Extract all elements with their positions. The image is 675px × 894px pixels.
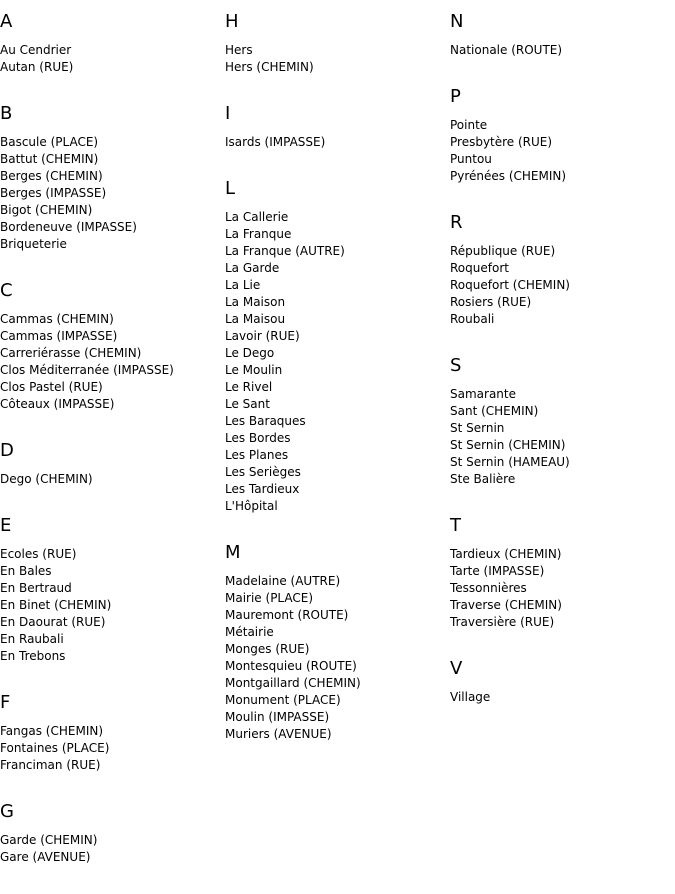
letter-section (0, 104, 220, 253)
letter-heading: E (0, 515, 12, 536)
street-link[interactable]: Cammas (CHEMIN) (0, 312, 114, 326)
letter-heading: H (225, 11, 239, 32)
letter-section (225, 104, 445, 151)
letter-heading: A (0, 11, 13, 32)
street-link[interactable]: Montesquieu (ROUTE) (225, 659, 357, 673)
street-link[interactable]: Clos Pastel (RUE) (0, 380, 103, 394)
street-list (0, 723, 220, 774)
letter-heading: T (450, 515, 461, 536)
letter-section (450, 659, 670, 706)
letter-heading: I (225, 103, 231, 124)
letter-heading: S (450, 355, 462, 376)
letter-heading: M (225, 542, 241, 563)
street-link[interactable]: Les Tardieux (225, 482, 300, 496)
street-link[interactable]: Tardieux (CHEMIN) (450, 547, 562, 561)
letter-heading: L (225, 178, 236, 199)
street-link[interactable]: La Maisou (225, 312, 286, 326)
letter-heading: C (0, 280, 13, 301)
letter-heading: F (0, 692, 11, 713)
street-link[interactable]: Battut (CHEMIN) (0, 152, 99, 166)
street-link[interactable]: Franciman (RUE) (0, 758, 101, 772)
street-link[interactable]: La Lie (225, 278, 261, 292)
street-link[interactable]: Pointe (450, 118, 488, 132)
street-list (225, 209, 445, 515)
letter-heading: R (450, 212, 463, 233)
street-link[interactable]: En Binet (CHEMIN) (0, 598, 112, 612)
street-link[interactable]: Fangas (CHEMIN) (0, 724, 104, 738)
street-list (450, 42, 670, 59)
street-link[interactable]: Les Baraques (225, 414, 306, 428)
street-link[interactable]: La Garde (225, 261, 280, 275)
street-link[interactable]: Roquefort (CHEMIN) (450, 278, 570, 292)
letter-section (225, 543, 445, 743)
street-index-column-2 (225, 12, 445, 771)
street-link[interactable]: Monument (PLACE) (225, 693, 341, 707)
letter-section (450, 213, 670, 328)
street-link[interactable]: Roubali (450, 312, 495, 326)
street-link[interactable]: En Daourat (RUE) (0, 615, 106, 629)
street-link[interactable]: St Sernin (CHEMIN) (450, 438, 566, 452)
letter-section (0, 281, 220, 413)
street-link[interactable]: St Sernin (HAMEAU) (450, 455, 570, 469)
street-link[interactable]: Puntou (450, 152, 492, 166)
street-link[interactable]: Bascule (PLACE) (0, 135, 99, 149)
street-link[interactable]: Pyrénées (CHEMIN) (450, 169, 567, 183)
street-link[interactable]: Bordeneuve (IMPASSE) (0, 220, 137, 234)
street-index-column-1 (0, 12, 220, 894)
letter-section (225, 179, 445, 515)
street-link[interactable]: Garde (CHEMIN) (0, 833, 98, 847)
street-list (0, 832, 220, 866)
street-list (0, 311, 220, 413)
street-link[interactable]: Monges (RUE) (225, 642, 310, 656)
street-link[interactable]: Autan (RUE) (0, 60, 74, 74)
street-link[interactable]: Isards (IMPASSE) (225, 135, 326, 149)
street-link[interactable]: Le Moulin (225, 363, 283, 377)
street-link[interactable]: Samarante (450, 387, 516, 401)
street-link[interactable]: Fontaines (PLACE) (0, 741, 110, 755)
street-link[interactable]: République (RUE) (450, 244, 556, 258)
street-list (225, 42, 445, 76)
street-link[interactable]: Le Sant (225, 397, 270, 411)
street-link[interactable]: Au Cendrier (0, 43, 72, 57)
street-link[interactable]: La Maison (225, 295, 286, 309)
street-link[interactable]: Carreriérasse (CHEMIN) (0, 346, 142, 360)
street-list (450, 243, 670, 328)
street-link[interactable]: Les Bordes (225, 431, 291, 445)
street-list (0, 42, 220, 76)
street-link[interactable]: Bigot (CHEMIN) (0, 203, 93, 217)
letter-section (450, 356, 670, 488)
street-link[interactable]: Tarte (IMPASSE) (450, 564, 545, 578)
street-link[interactable]: Clos Méditerranée (IMPASSE) (0, 363, 174, 377)
street-link[interactable]: En Raubali (0, 632, 64, 646)
street-list (450, 386, 670, 488)
street-link[interactable]: Presbytère (RUE) (450, 135, 553, 149)
street-link[interactable]: Traversière (RUE) (450, 615, 555, 629)
letter-section (225, 12, 445, 76)
street-list (450, 546, 670, 631)
letter-heading: V (450, 658, 463, 679)
street-list (225, 573, 445, 743)
street-link[interactable]: Nationale (ROUTE) (450, 43, 563, 57)
street-link[interactable]: Les Planes (225, 448, 289, 462)
street-link[interactable]: En Bales (0, 564, 52, 578)
street-link[interactable]: Berges (CHEMIN) (0, 169, 103, 183)
street-list (450, 117, 670, 185)
street-link[interactable]: Hers (CHEMIN) (225, 60, 314, 74)
street-link[interactable]: Lavoir (RUE) (225, 329, 300, 343)
street-link[interactable]: La Franque (225, 227, 292, 241)
letter-heading: N (450, 11, 464, 32)
street-link[interactable]: Sant (CHEMIN) (450, 404, 539, 418)
letter-heading: B (0, 103, 13, 124)
street-link[interactable]: Madelaine (AUTRE) (225, 574, 341, 588)
street-link[interactable]: St Sernin (450, 421, 505, 435)
street-link[interactable]: En Bertraud (0, 581, 72, 595)
street-link[interactable]: Village (450, 690, 491, 704)
letter-section (0, 516, 220, 665)
street-list (0, 471, 220, 488)
letter-heading: G (0, 801, 14, 822)
street-link[interactable]: Mauremont (ROUTE) (225, 608, 349, 622)
street-list (0, 134, 220, 253)
letter-section (450, 12, 670, 59)
letter-heading: P (450, 86, 461, 107)
street-link[interactable]: Moulin (IMPASSE) (225, 710, 330, 724)
street-index-column-3 (450, 12, 670, 734)
street-link[interactable]: Cammas (IMPASSE) (0, 329, 118, 343)
letter-section (0, 693, 220, 774)
street-link[interactable]: Briqueterie (0, 237, 67, 251)
street-link[interactable]: Dego (CHEMIN) (0, 472, 93, 486)
letter-section (0, 12, 220, 76)
street-link[interactable]: En Trebons (0, 649, 66, 663)
street-link[interactable]: Ste Balière (450, 472, 516, 486)
street-link[interactable]: Mairie (PLACE) (225, 591, 314, 605)
street-link[interactable]: La Callerie (225, 210, 289, 224)
street-link[interactable]: Côteaux (IMPASSE) (0, 397, 115, 411)
street-link[interactable]: Le Dego (225, 346, 275, 360)
street-link[interactable]: Traverse (CHEMIN) (450, 598, 562, 612)
street-list (225, 134, 445, 151)
street-link[interactable]: L'Hôpital (225, 499, 278, 513)
street-list (0, 546, 220, 665)
street-link[interactable]: Ecoles (RUE) (0, 547, 77, 561)
street-link[interactable]: Hers (225, 43, 253, 57)
letter-section (450, 87, 670, 185)
street-link[interactable]: Muriers (AVENUE) (225, 727, 332, 741)
street-link[interactable]: Tessonnières (450, 581, 527, 595)
street-link[interactable]: Les Serièges (225, 465, 301, 479)
letter-section (450, 516, 670, 631)
street-link[interactable]: Roquefort (450, 261, 509, 275)
street-link[interactable]: La Franque (AUTRE) (225, 244, 345, 258)
street-link[interactable]: Gare (AVENUE) (0, 850, 91, 864)
letter-section (0, 802, 220, 866)
street-list (450, 689, 670, 706)
letter-section (0, 441, 220, 488)
street-link[interactable]: Le Rivel (225, 380, 273, 394)
street-link[interactable]: Berges (IMPASSE) (0, 186, 107, 200)
street-link[interactable]: Montgaillard (CHEMIN) (225, 676, 361, 690)
street-link[interactable]: Métairie (225, 625, 274, 639)
letter-heading: D (0, 440, 14, 461)
street-link[interactable]: Rosiers (RUE) (450, 295, 532, 309)
